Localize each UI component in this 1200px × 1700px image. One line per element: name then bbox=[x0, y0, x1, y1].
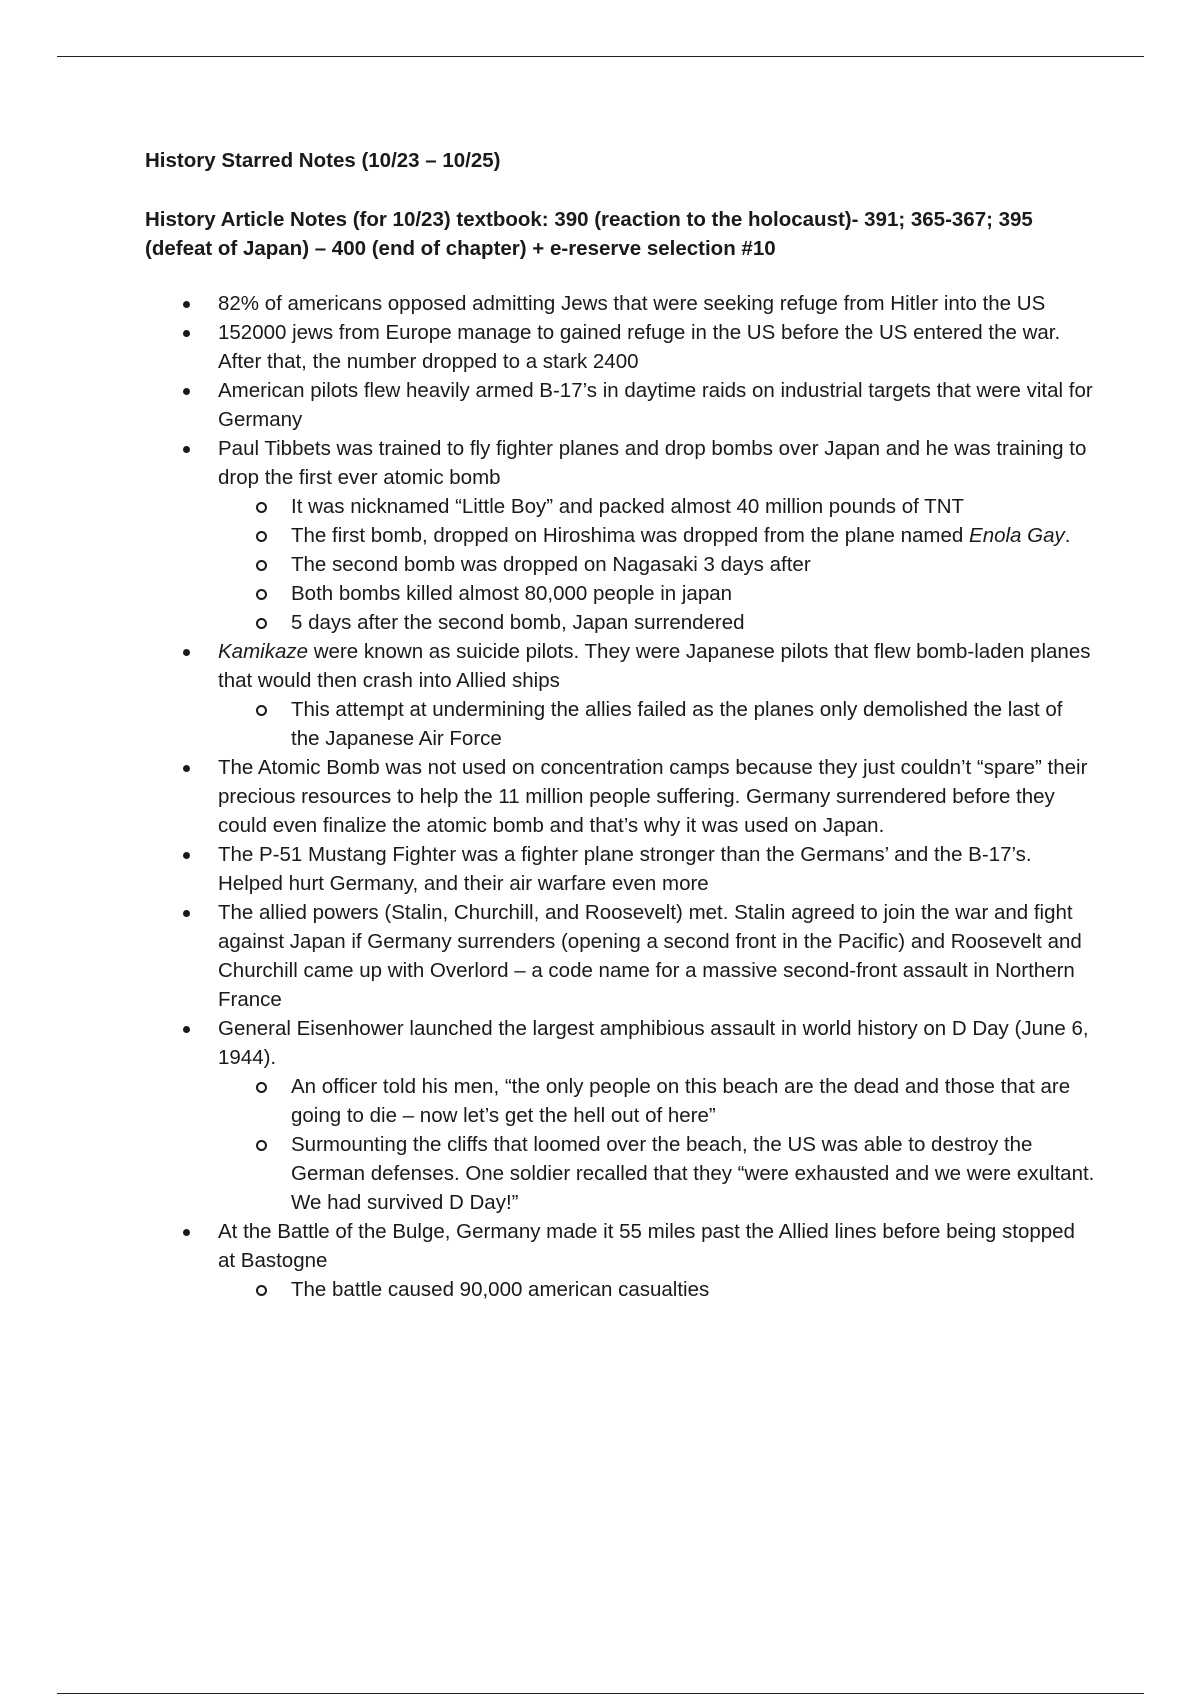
kamikaze-term: Kamikaze bbox=[218, 640, 309, 663]
sub-list-item-text-end: . bbox=[1064, 524, 1071, 547]
header-rule bbox=[57, 56, 1144, 57]
list-item bbox=[145, 434, 1095, 637]
list-item-text: were known as suicide pilots. They were Japanese pilots that flew bomb-laden planes that would then crash into Allied ships bbox=[218, 640, 1091, 692]
list-item-text: The P-51 Mustang Fighter was a fighter plane stronger than the Germans’ and the B-17’s. Helped hurt Germany, and their air warfare even more bbox=[218, 843, 1032, 895]
list-item bbox=[145, 753, 1095, 840]
hollow-bullet-icon bbox=[256, 1140, 267, 1151]
notes-list bbox=[145, 289, 1095, 1304]
bullet-icon bbox=[183, 388, 190, 395]
list-item-text: The Atomic Bomb was not used on concentration camps because they just couldn’t “spare” their precious resources to help the 11 million people suffering. Germany surrendered before they could even finalize the atomic bomb and that’s why it was used on Japan. bbox=[218, 756, 1088, 837]
list-item-text: General Eisenhower launched the largest amphibious assault in world history on D Day (June 6, 1944). bbox=[218, 1017, 1089, 1069]
bullet-icon bbox=[183, 330, 190, 337]
sub-list bbox=[218, 1072, 1095, 1217]
sub-list-item-text: This attempt at undermining the allies failed as the planes only demolished the last of the Japanese Air Force bbox=[291, 698, 1063, 750]
list-item bbox=[145, 898, 1095, 1014]
sub-list-item-text: 5 days after the second bomb, Japan surrendered bbox=[291, 611, 745, 634]
hollow-bullet-icon bbox=[256, 531, 267, 542]
list-item-text: At the Battle of the Bulge, Germany made it 55 miles past the Allied lines before being stopped at Bastogne bbox=[218, 1220, 1075, 1272]
bullet-icon bbox=[183, 1229, 190, 1236]
sub-list-item-text: Surmounting the cliffs that loomed over the beach, the US was able to destroy the German defenses. One soldier recalled that they “were exhausted and we were exultant. We had survived D Day!” bbox=[291, 1133, 1095, 1214]
bullet-icon bbox=[183, 446, 190, 453]
list-item bbox=[145, 840, 1095, 898]
hollow-bullet-icon bbox=[256, 705, 267, 716]
sub-list-item bbox=[218, 1072, 1095, 1130]
sub-list bbox=[218, 695, 1095, 753]
sub-list bbox=[218, 1275, 1095, 1304]
list-item bbox=[145, 1217, 1095, 1304]
list-item-text: American pilots flew heavily armed B-17’s in daytime raids on industrial targets that were vital for Germany bbox=[218, 379, 1093, 431]
bullet-icon bbox=[183, 910, 190, 917]
hollow-bullet-icon bbox=[256, 560, 267, 571]
plane-name: Enola Gay bbox=[969, 524, 1065, 547]
sub-list-item bbox=[218, 579, 1095, 608]
sub-list-item bbox=[218, 1130, 1095, 1217]
hollow-bullet-icon bbox=[256, 1082, 267, 1093]
list-item-text: The allied powers (Stalin, Churchill, and Roosevelt) met. Stalin agreed to join the war and fight against Japan if Germany surrenders (opening a second front in the Pacific) and Roosevelt and Churchill came up with Overlord – a code name for a massive second-front assault in Northern France bbox=[218, 901, 1082, 1011]
bullet-icon bbox=[183, 301, 190, 308]
list-item bbox=[145, 289, 1095, 318]
sub-list bbox=[218, 492, 1095, 637]
hollow-bullet-icon bbox=[256, 618, 267, 629]
hollow-bullet-icon bbox=[256, 502, 267, 513]
list-item bbox=[145, 1014, 1095, 1217]
list-item bbox=[145, 376, 1095, 434]
sub-list-item bbox=[218, 492, 1095, 521]
sub-list-item-text: The second bomb was dropped on Nagasaki 3 days after bbox=[291, 553, 811, 576]
sub-list-item bbox=[218, 1275, 1095, 1304]
sub-list-item bbox=[218, 521, 1095, 550]
list-item-text: 152000 jews from Europe manage to gained refuge in the US before the US entered the war. After that, the number dropped to a stark 2400 bbox=[218, 321, 1061, 373]
list-item bbox=[145, 318, 1095, 376]
document-body bbox=[145, 146, 1095, 1304]
notes-subtitle: History Article Notes (for 10/23) textbook: 390 (reaction to the holocaust)- 391; 365-367; 395 (defeat of Japan) – 400 (end of chapter) + e-reserve selection #10 bbox=[145, 208, 1033, 260]
footer-rule bbox=[57, 1693, 1144, 1694]
sub-list-item-text: The battle caused 90,000 american casualties bbox=[291, 1278, 710, 1301]
bullet-icon bbox=[183, 765, 190, 772]
sub-list-item bbox=[218, 695, 1095, 753]
sub-list-item-text: Both bombs killed almost 80,000 people in japan bbox=[291, 582, 733, 605]
page-title: History Starred Notes (10/23 – 10/25) bbox=[145, 149, 501, 172]
bullet-icon bbox=[183, 852, 190, 859]
list-item bbox=[145, 637, 1095, 753]
sub-list-item-text: The first bomb, dropped on Hiroshima was dropped from the plane named bbox=[291, 524, 970, 547]
sub-list-item-text: An officer told his men, “the only people on this beach are the dead and those that are going to die – now let’s get the hell out of here” bbox=[291, 1075, 1071, 1127]
bullet-icon bbox=[183, 649, 190, 656]
hollow-bullet-icon bbox=[256, 1285, 267, 1296]
sub-list-item bbox=[218, 550, 1095, 579]
hollow-bullet-icon bbox=[256, 589, 267, 600]
bullet-icon bbox=[183, 1026, 190, 1033]
sub-list-item-text: It was nicknamed “Little Boy” and packed almost 40 million pounds of TNT bbox=[291, 495, 965, 518]
sub-list-item bbox=[218, 608, 1095, 637]
list-item-text: 82% of americans opposed admitting Jews that were seeking refuge from Hitler into the US bbox=[218, 292, 1046, 315]
list-item-text: Paul Tibbets was trained to fly fighter planes and drop bombs over Japan and he was training to drop the first ever atomic bomb bbox=[218, 437, 1087, 489]
